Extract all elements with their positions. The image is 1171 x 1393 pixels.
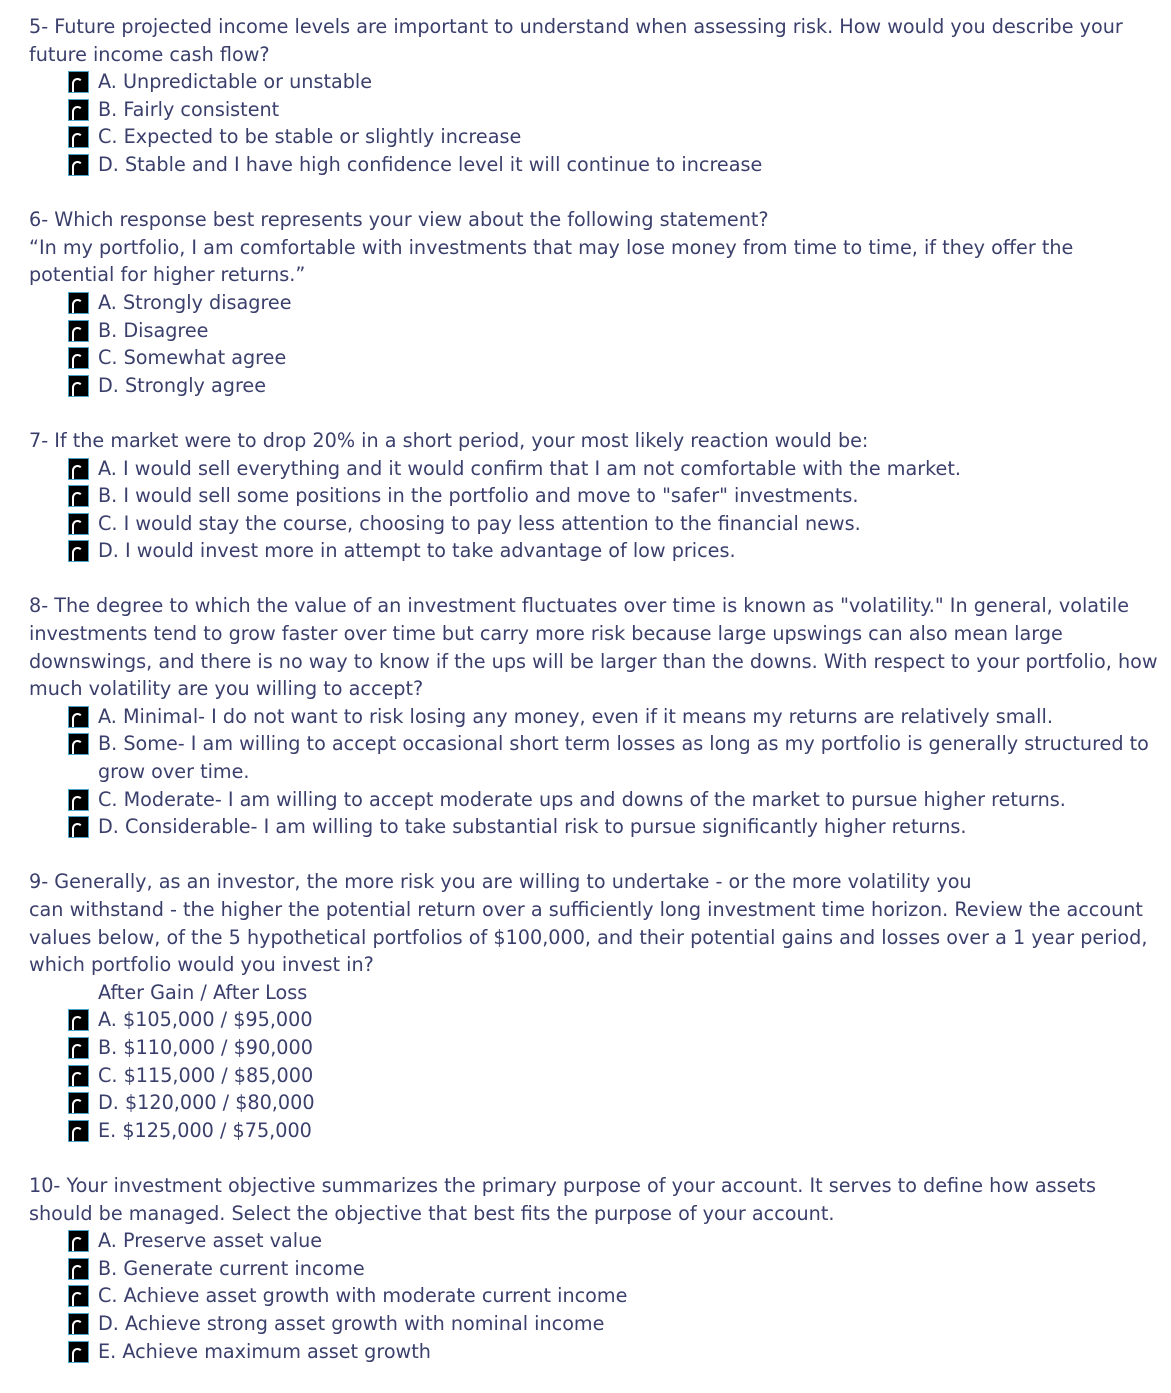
radio-button-icon[interactable] xyxy=(68,1341,89,1363)
radio-button-icon[interactable] xyxy=(68,347,89,369)
option-item[interactable] xyxy=(29,317,1161,345)
radio-button-icon[interactable] xyxy=(68,1285,89,1307)
question-text: 5- Future projected income levels are important to understand when assessing risk. How would you describe your future income cash flow? xyxy=(29,15,1123,66)
question-7 xyxy=(29,427,1161,565)
question-10 xyxy=(29,1172,1161,1365)
radio-button-icon[interactable] xyxy=(68,1065,89,1087)
radio-button-icon[interactable] xyxy=(68,789,89,811)
option-label: D. Strongly agree xyxy=(98,373,267,397)
option-label: B. Fairly consistent xyxy=(98,97,280,121)
option-item[interactable] xyxy=(29,703,1161,731)
radio-button-icon[interactable] xyxy=(68,1037,89,1059)
radio-button-icon[interactable] xyxy=(68,292,89,314)
radio-button-icon[interactable] xyxy=(68,1258,89,1280)
option-item[interactable] xyxy=(29,68,1161,96)
radio-button-icon[interactable] xyxy=(68,513,89,535)
option-item[interactable] xyxy=(29,123,1161,151)
option-item[interactable] xyxy=(29,344,1161,372)
option-item[interactable] xyxy=(29,1062,1161,1090)
option-item[interactable] xyxy=(29,1255,1161,1283)
option-label: E. Achieve maximum asset growth xyxy=(98,1339,431,1363)
option-label: B. Generate current income xyxy=(98,1256,365,1280)
radio-button-icon[interactable] xyxy=(68,816,89,838)
options-list xyxy=(29,1227,1161,1365)
options-list xyxy=(29,68,1161,178)
question-text: 6- Which response best represents your view about the following statement? “In my portfolio, I am comfortable with investments that may lose money from time to time, if they offer the potential for higher returns.” xyxy=(29,208,1074,287)
radio-button-icon[interactable] xyxy=(68,706,89,728)
options-list xyxy=(29,703,1161,841)
option-item[interactable] xyxy=(29,1006,1161,1034)
option-item[interactable] xyxy=(29,1282,1161,1310)
option-item[interactable] xyxy=(29,1089,1161,1117)
radio-button-icon[interactable] xyxy=(68,1230,89,1252)
option-item[interactable] xyxy=(29,289,1161,317)
option-label: A. Unpredictable or unstable xyxy=(98,70,373,94)
option-label: D. Achieve strong asset growth with nominal income xyxy=(98,1311,605,1335)
option-label: D. $120,000 / $80,000 xyxy=(98,1091,315,1115)
option-label: B. $110,000 / $90,000 xyxy=(98,1035,313,1059)
option-label: B. Disagree xyxy=(98,318,209,342)
radio-button-icon[interactable] xyxy=(68,1313,89,1335)
column-sub-label: After Gain / After Loss xyxy=(98,980,308,1004)
option-item[interactable] xyxy=(29,537,1161,565)
question-text: 7- If the market were to drop 20% in a short period, your most likely reaction would be: xyxy=(29,428,869,452)
option-label: A. Strongly disagree xyxy=(98,290,292,314)
option-item[interactable] xyxy=(29,1117,1161,1145)
option-item[interactable] xyxy=(29,1034,1161,1062)
option-item[interactable] xyxy=(29,786,1161,814)
option-item[interactable] xyxy=(29,1338,1161,1366)
radio-button-icon[interactable] xyxy=(68,375,89,397)
option-item[interactable] xyxy=(29,1227,1161,1255)
radio-button-icon[interactable] xyxy=(68,458,89,480)
option-label: A. I would sell everything and it would confirm that I am not comfortable with the market. xyxy=(98,456,961,480)
radio-button-icon[interactable] xyxy=(68,540,89,562)
option-label: C. Moderate- I am willing to accept moderate ups and downs of the market to pursue higher returns. xyxy=(98,787,1066,811)
option-item[interactable] xyxy=(29,372,1161,400)
option-label: A. Minimal- I do not want to risk losing any money, even if it means my returns are relatively small. xyxy=(98,704,1053,728)
option-item[interactable] xyxy=(29,455,1161,483)
option-item[interactable] xyxy=(29,813,1161,841)
question-5 xyxy=(29,13,1161,179)
question-text: 8- The degree to which the value of an investment fluctuates over time is known as "volatility." In general, volatile investments tend to grow faster over time but carry more risk because large upswings can also mean large downswings, and there is no way to know if the ups will be larger than the downs. With respect to your portfolio, how much volatility are you willing to accept? xyxy=(29,594,1158,701)
option-label: D. Stable and I have high confidence level it will continue to increase xyxy=(98,152,763,176)
option-label: A. Preserve asset value xyxy=(98,1229,323,1253)
question-6 xyxy=(29,206,1161,399)
radio-button-icon[interactable] xyxy=(68,320,89,342)
option-item[interactable] xyxy=(29,730,1161,785)
question-8 xyxy=(29,592,1161,840)
option-label: C. $115,000 / $85,000 xyxy=(98,1063,314,1087)
option-item[interactable] xyxy=(29,151,1161,179)
radio-button-icon[interactable] xyxy=(68,1009,89,1031)
option-label: C. I would stay the course, choosing to pay less attention to the financial news. xyxy=(98,511,861,535)
option-label: C. Achieve asset growth with moderate current income xyxy=(98,1284,628,1308)
option-label: B. Some- I am willing to accept occasional short term losses as long as my portfolio is generally structured to grow over time. xyxy=(98,732,1149,784)
radio-button-icon[interactable] xyxy=(68,485,89,507)
question-9 xyxy=(29,868,1161,1144)
radio-button-icon[interactable] xyxy=(68,154,89,176)
option-label: A. $105,000 / $95,000 xyxy=(98,1008,313,1032)
option-label: B. I would sell some positions in the portfolio and move to "safer" investments. xyxy=(98,484,859,508)
radio-button-icon[interactable] xyxy=(68,71,89,93)
questionnaire xyxy=(29,13,1161,1393)
option-label: D. Considerable- I am willing to take substantial risk to pursue significantly higher returns. xyxy=(98,815,967,839)
option-item[interactable] xyxy=(29,1310,1161,1338)
options-list xyxy=(29,289,1161,399)
option-label: E. $125,000 / $75,000 xyxy=(98,1118,312,1142)
option-item[interactable] xyxy=(29,96,1161,124)
radio-button-icon[interactable] xyxy=(68,1092,89,1114)
radio-button-icon[interactable] xyxy=(68,126,89,148)
question-text: 9- Generally, as an investor, the more risk you are willing to undertake - or the more volatility you can withstand - the higher the potential return over a sufficiently long investment time horizon. Review the account values below, of the 5 hypothetical portfolios of $100,000, and their potential gains and losses over a 1 year period, which portfolio would you invest in? xyxy=(29,870,1148,977)
option-label: D. I would invest more in attempt to take advantage of low prices. xyxy=(98,539,736,563)
option-label: C. Expected to be stable or slightly increase xyxy=(98,125,522,149)
option-item[interactable] xyxy=(29,482,1161,510)
option-item[interactable] xyxy=(29,510,1161,538)
option-label: C. Somewhat agree xyxy=(98,346,287,370)
radio-button-icon[interactable] xyxy=(68,733,89,755)
options-list xyxy=(29,455,1161,565)
question-text: 10- Your investment objective summarizes the primary purpose of your account. It serves to define how assets should be managed. Select the objective that best fits the purpose of your account. xyxy=(29,1173,1096,1225)
radio-button-icon[interactable] xyxy=(68,99,89,121)
options-list xyxy=(29,1006,1161,1144)
radio-button-icon[interactable] xyxy=(68,1120,89,1142)
